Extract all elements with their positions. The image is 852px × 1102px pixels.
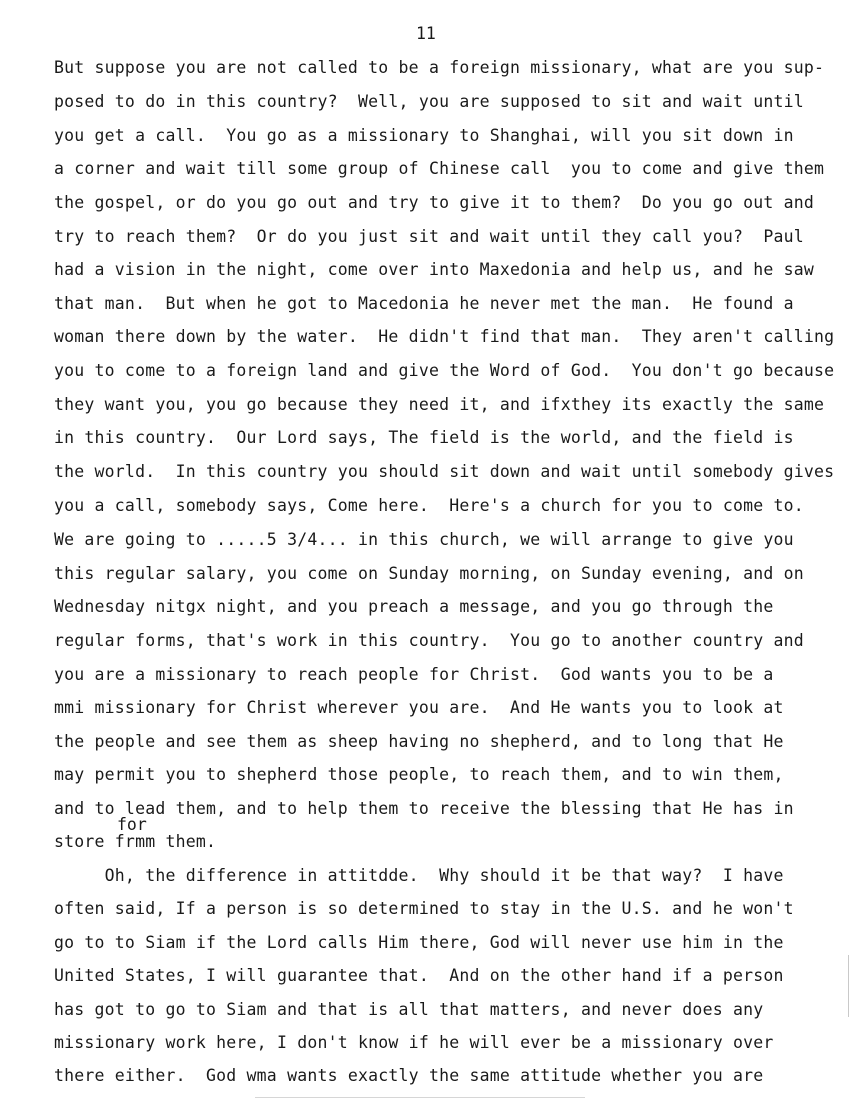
text-line: Wednesday nitgx night, and you preach a message, and you go through the [54,597,774,616]
text-line: the gospel, or do you go out and try to give it to them? Do you go out and [54,193,815,212]
scan-bottom-rule [255,1097,585,1098]
text-line: We are going to .....5 3/4... in this church, we will arrange to give you [54,530,794,549]
page-number: 11 [416,24,436,43]
text-line: had a vision in the night, come over into Maxedonia and help us, and he saw [54,260,815,279]
text-line: missionary work here, I don't know if he will ever be a missionary over [54,1033,774,1052]
text-line: this regular salary, you come on Sunday morning, on Sunday evening, and on [54,564,804,583]
text-line: you to come to a foreign land and give the Word of God. You don't go because [54,361,835,380]
text-line: in this country. Our Lord says, The field is the world, and the field is [54,428,794,447]
text-line: But suppose you are not called to be a foreign missionary, what are you sup- [54,58,825,77]
text-line: mmi missionary for Christ wherever you are. And He wants you to look at [54,698,784,717]
text-line: and to lead them, and to help them to receive the blessing that He has in [54,799,794,818]
text-line: Oh, the difference in attitdde. Why should it be that way? I have [54,866,784,885]
interline-insertion: for [117,815,147,834]
text-line: a corner and wait till some group of Chinese call you to come and give them [54,159,825,178]
text-line: you a call, somebody says, Come here. Here's a church for you to come to. [54,496,804,515]
text-line: you are a missionary to reach people for Christ. God wants you to be a [54,665,774,684]
text-line: that man. But when he got to Macedonia he never met the man. He found a [54,294,794,313]
text-line: has got to go to Siam and that is all that matters, and never does any [54,1000,764,1019]
text-line: regular forms, that's work in this country. You go to another country and [54,631,804,650]
text-line: posed to do in this country? Well, you are supposed to sit and wait until [54,92,804,111]
text-line: may permit you to shepherd those people, to reach them, and to win them, [54,765,784,784]
text-line: the people and see them as sheep having no shepherd, and to long that He [54,732,784,751]
text-line: often said, If a person is so determined to stay in the U.S. and he won't [54,899,794,918]
text-line: store frmm them. [54,832,217,851]
text-line: go to to Siam if the Lord calls Him there, God will never use him in the [54,933,784,952]
text-line: woman there down by the water. He didn't find that man. They aren't calling [54,327,835,346]
text-line: there either. God wma wants exactly the same attitude whether you are [54,1066,764,1085]
scan-edge-mark [848,955,849,1017]
text-line: they want you, you go because they need it, and ifxthey its exactly the same [54,395,825,414]
text-line: try to reach them? Or do you just sit and wait until they call you? Paul [54,227,804,246]
text-line: you get a call. You go as a missionary to Shanghai, will you sit down in [54,126,794,145]
text-line: the world. In this country you should sit down and wait until somebody gives [54,462,835,481]
text-line: United States, I will guarantee that. And on the other hand if a person [54,966,784,985]
